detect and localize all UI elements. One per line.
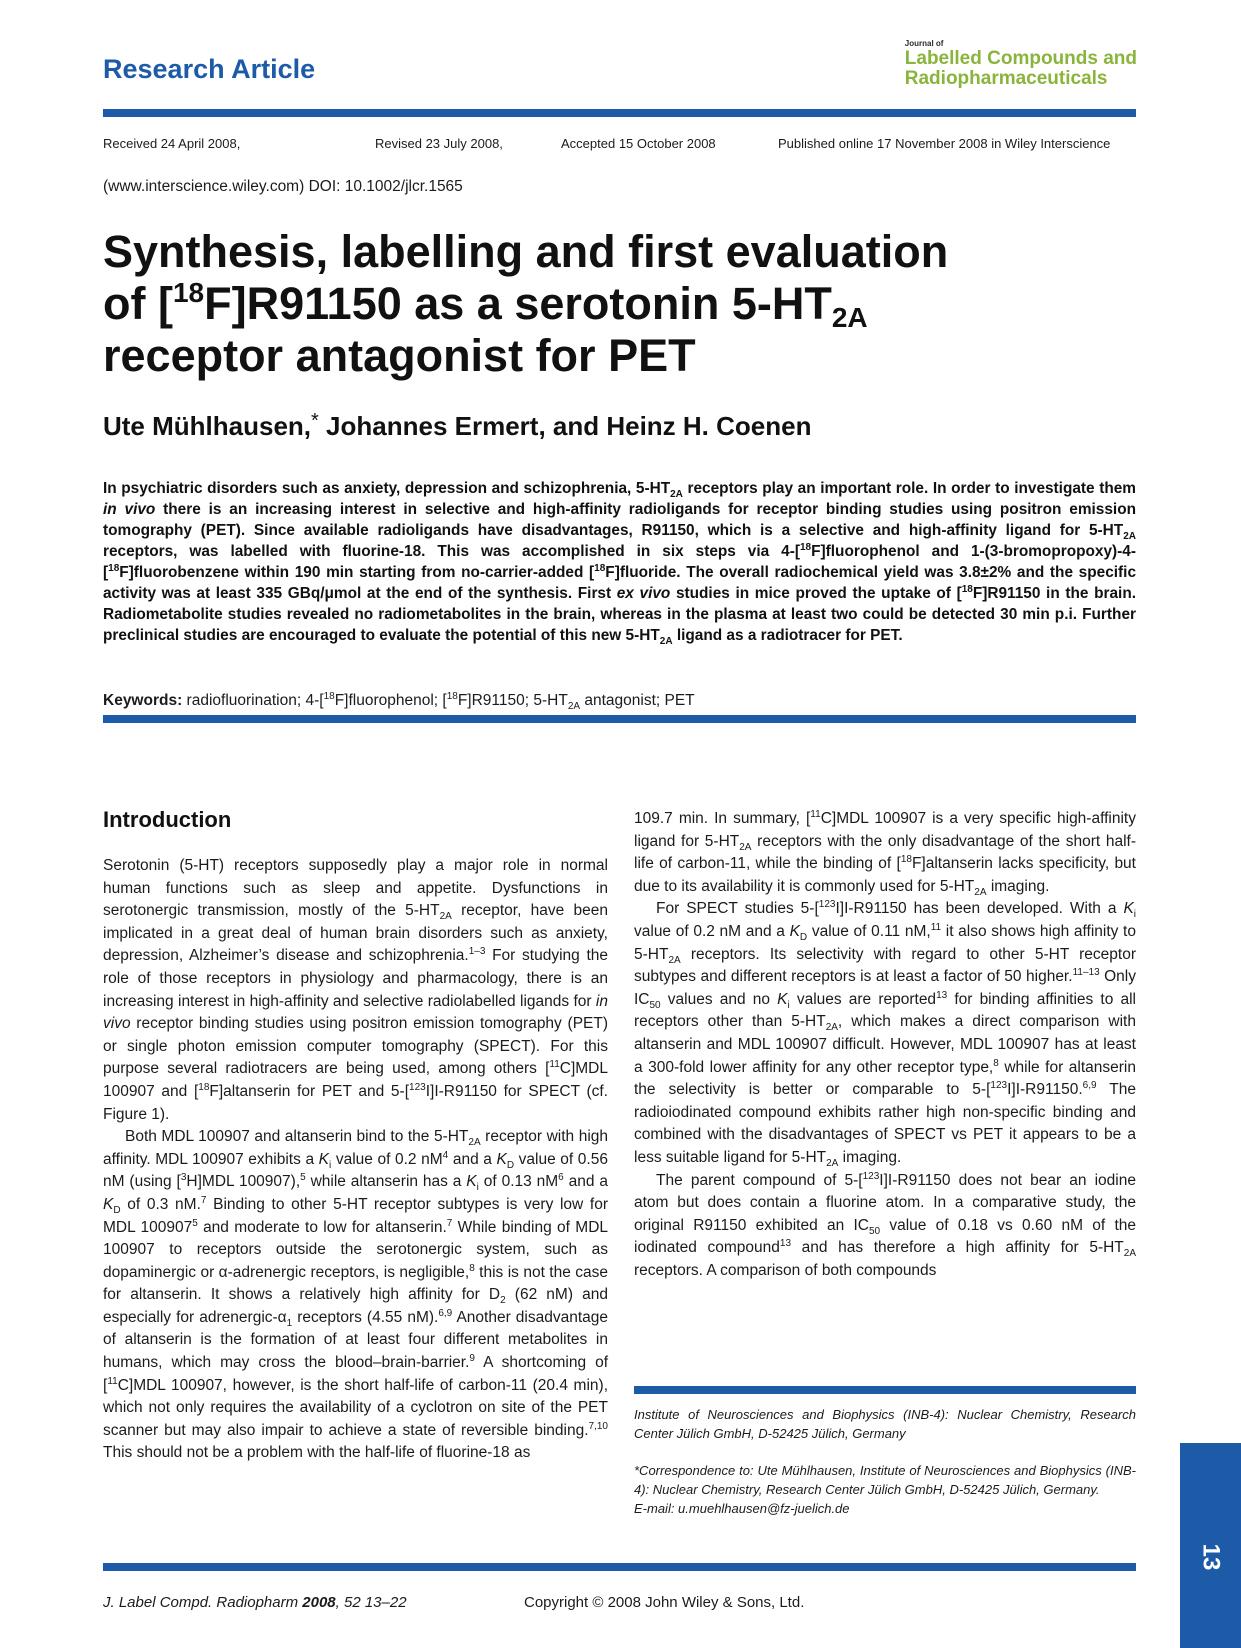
journal-logo-small: Journal of bbox=[904, 39, 944, 48]
left-column bbox=[103, 855, 608, 1465]
section-label: Research Article bbox=[103, 54, 316, 84]
section-heading-introduction: Introduction bbox=[103, 807, 232, 832]
footer-copyright: Copyright © 2008 John Wiley & Sons, Ltd. bbox=[524, 1594, 805, 1611]
revised-date: Revised 23 July 2008, bbox=[375, 136, 503, 151]
accepted-date: Accepted 15 October 2008 bbox=[561, 136, 716, 151]
keywords-label: Keywords: bbox=[103, 692, 183, 709]
author-rest: Johannes Ermert, and Heinz H. Coenen bbox=[318, 411, 812, 441]
affiliation-divider bbox=[634, 1386, 1136, 1394]
email-link[interactable]: E-mail: u.muehlhausen@fz-juelich.de bbox=[634, 1501, 850, 1516]
author-list bbox=[103, 410, 811, 442]
paragraph: For SPECT studies 5-[$^{123}$I]I-R91150 has been developed. With a $K_i$ value of 0.2 nM and a $K_D$ value of 0.11 nM,$^{11}$ it also shows high affinity to $5-HT_{2A}$ receptors. Its selectivity with regard to other 5-HT receptor subtypes and different receptors is at least a factor of 50 higher.$^{11-13}$ Only $IC_{50}$ values and no $K_i$ values are reported$^{13}$ for binding affinities to all receptors other than $5-HT_{2A}$, which makes a direct comparison with altanserin and MDL 100907 difficult. However, MDL 100907 has at least a 300-fold lower affinity for any other receptor type,$^8$ while for altanserin the selectivity is better or comparable to 5-[$^{123}$I]I-R91150.$^{6,9}$ The radioiodinated compound exhibits rather high non-specific binding and combined with the disadvantages of SPECT vs PET it appears to be a less suitable ligand for $5-HT_{2A}$ imaging. bbox=[634, 899, 1137, 1169]
abstract-divider bbox=[103, 715, 1136, 723]
institute-text: Institute of Neurosciences and Biophysics (INB-4): Nuclear Chemistry, Research Center Jülich GmbH, D-52425 Jülich, Germany bbox=[634, 1407, 1136, 1441]
right-column bbox=[634, 808, 1136, 1282]
journal-logo bbox=[905, 40, 1137, 88]
footer-divider bbox=[103, 1563, 1136, 1571]
title-line-2: of [$^{18}$F]R91150 as a serotonin $5-HT_{2A}$ bbox=[103, 277, 868, 333]
abstract: In psychiatric disorders such as anxiety, depression and schizophrenia, $5-HT_{2A}$ receptors play an important role. In order to investigate them in vivo there is an increasing interest in selective and high-affinity radioligands for receptor binding studies using positron emission tomography (PET). Since available radioligands have disadvantages, R91150, which is a selective and high-affinity ligand for $5-HT_{2A}$ receptors, was labelled with fluorine-18. This was accomplished in six steps via 4-[$^{18}$F]fluorophenol and 1-(3-bromopropoxy)-4-[$^{18}$F]fluorobenzene within 190 min starting from no-carrier-added [$^{18}$F]fluoride. The overall radiochemical yield was 3.8±2% and the specific activity was at least 335 GBq/μmol at the end of the synthesis. First ex vivo studies in mice proved the uptake of [$^{18}$F]R91150 in the brain. Radiometabolite studies revealed no radiometabolites in the brain, whereas in the plasma at least two could be detected 30 min p.i. Further preclinical studies are encouraged to evaluate the potential of this new $5-HT_{2A}$ ligand as a radiotracer for PET. bbox=[103, 480, 1137, 648]
title-line-3: receptor antagonist for PET bbox=[103, 330, 696, 381]
doi-link[interactable]: (www.interscience.wiley.com) DOI: 10.1002/jlcr.1565 bbox=[103, 178, 463, 195]
journal-logo-line1: Labelled Compounds and bbox=[904, 48, 1137, 69]
paragraph: The parent compound of 5-[$^{123}$I]I-R91150 does not bear an iodine atom but does contain a fluorine atom. In a comparative study, the original R91150 exhibited an $IC_{50}$ value of 0.18 vs 0.60 nM of the iodinated compound$^{13}$ and has therefore a high affinity for $5-HT_{2A}$ receptors. A comparison of both compounds bbox=[634, 1170, 1136, 1279]
article-title bbox=[103, 226, 1063, 382]
correspondence-text: *Correspondence to: Ute Mühlhausen, Institute of Neurosciences and Biophysics (INB-4): Nuclear Chemistry, Research Center Jülich GmbH, D-52425 Jülich, Germany. bbox=[634, 1463, 1136, 1497]
page-number-tab bbox=[1180, 1443, 1241, 1648]
correspondence-mark: * bbox=[311, 410, 319, 432]
published-date: Published online 17 November 2008 in Wiley Interscience bbox=[778, 136, 1111, 151]
page-number: 13 bbox=[1197, 1543, 1225, 1571]
title-line-1: Synthesis, labelling and first evaluation bbox=[103, 226, 949, 277]
paragraph: 109.7 min. In summary, [$^{11}$C]MDL 100907 is a very specific high-affinity ligand for $5-HT_{2A}$ receptors with the only disadvantage of the short half-life of carbon-11, while the binding of [$^{18}$F]altanserin lacks specificity, but due to its availability it is commonly used for $5-HT_{2A}$ imaging. bbox=[634, 808, 1136, 898]
author-first: Ute Mühlhausen, bbox=[103, 411, 312, 441]
affiliation-block bbox=[634, 1405, 1136, 1518]
header-divider bbox=[103, 109, 1136, 117]
journal-logo-line2: Radiopharmaceuticals bbox=[904, 68, 1108, 89]
paragraph: Serotonin (5-HT) receptors supposedly play a major role in normal human functions such as sleep and appetite. Dysfunctions in serotonergic transmission, mostly of the $5-HT_{2A}$ receptor, have been implicated in a great deal of human brain disorders such as anxiety, depression, Alzheimer’s disease and schizophrenia.$^{1-3}$ For studying the role of those receptors in physiology and pharmacology, there is an increasing interest in high-affinity and selective radiolabelled ligands for in vivo receptor binding studies using positron emission tomography (PET) or single photon emission computer tomography (SPECT). For this purpose several radiotracers are being used, among others [$^{11}$C]MDL 100907 and [$^{18}$F]altanserin for PET and 5-[$^{123}$I]I-R91150 for SPECT (cf. Figure 1). bbox=[103, 857, 609, 1123]
keywords: Keywords: radiofluorination; 4-[$^{18}$F]fluorophenol; [$^{18}$F]R91150; $5-HT_{2A}$ antagonist; PET bbox=[103, 690, 695, 713]
paragraph: Both MDL 100907 and altanserin bind to the $5-HT_{2A}$ receptor with high affinity. MDL 100907 exhibits a $K_i$ value of 0.2 $nM^4$ and a $K_D$ value of 0.56 nM (using [$^3$H]MDL 100907),$^5$ while altanserin has a $K_i$ of 0.13 $nM^6$ and a $K_D$ of 0.3 nM.$^7$ Binding to other 5-HT receptor subtypes is very low for MDL 100907$^5$ and moderate to low for altanserin.$^7$ While binding of MDL 100907 to receptors outside the serotonergic system, such as dopaminergic or α-adrenergic receptors, is negligible,$^8$ this is not the case for altanserin. It shows a relatively high affinity for $D_2$ (62 nM) and especially for adrenergic-$\alpha_1$ receptors (4.55 nM).$^{6,9}$ Another disadvantage of altanserin is the formation of at least four different metabolites in humans, which may cross the blood–brain-barrier.$^9$ A shortcoming of [$^{11}$C]MDL 100907, however, is the short half-life of carbon-11 (20.4 min), which not only requires the availability of a cyclotron on site of the PET scanner but may also impair to achieve a state of reversible binding.$^{7,10}$ This should not be a problem with the half-life of fluorine-18 as bbox=[103, 1128, 609, 1462]
received-date: Received 24 April 2008, bbox=[103, 136, 241, 151]
footer-citation: J. Label Compd. Radiopharm 2008, 52 13–22 bbox=[103, 1594, 407, 1611]
